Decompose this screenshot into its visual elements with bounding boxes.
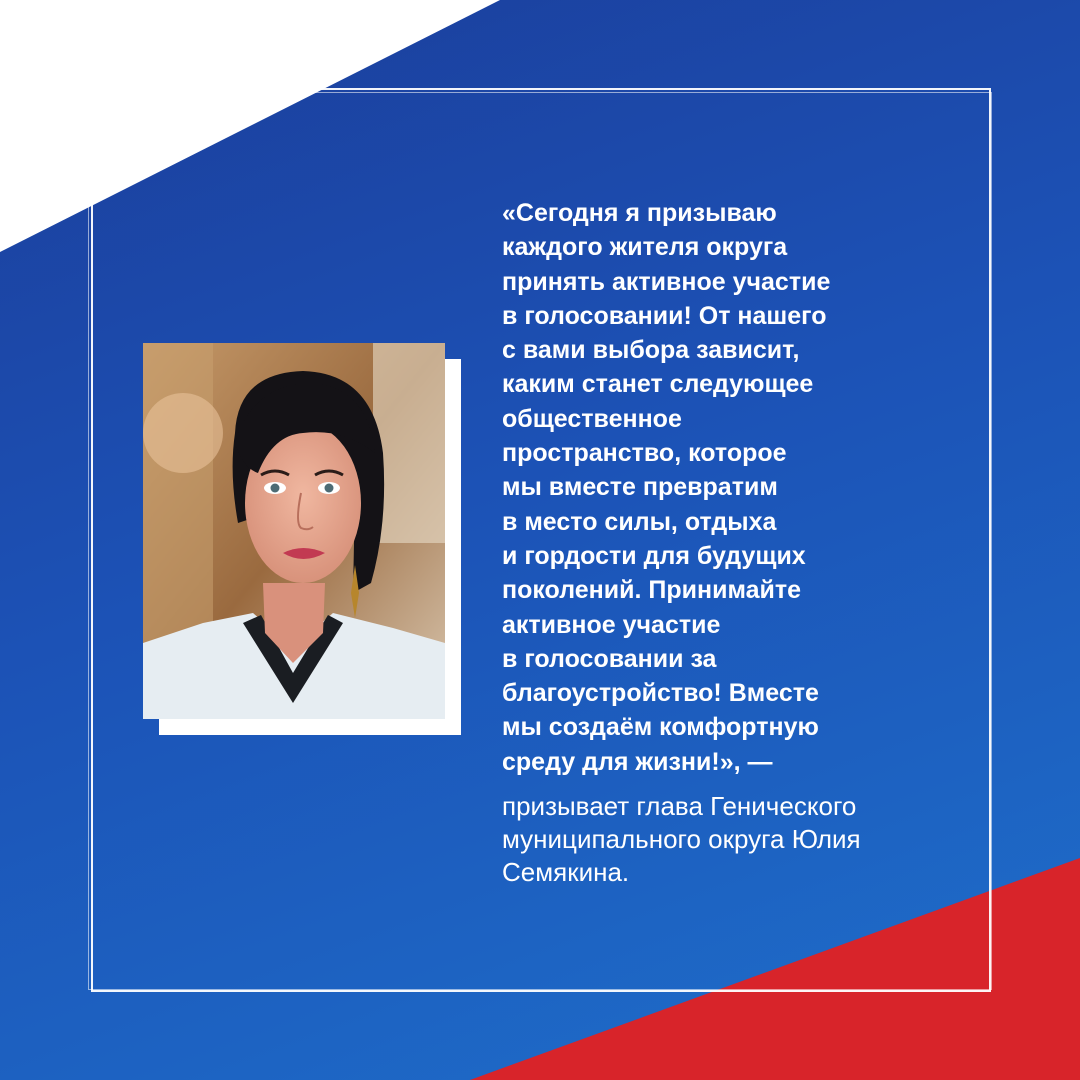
quote-line: среду для жизни!», — — [502, 747, 773, 776]
quote-line: активное участие — [502, 610, 721, 639]
attribution-text — [502, 790, 972, 889]
portrait-card — [143, 343, 445, 719]
attribution-line: Семякина. — [502, 857, 630, 887]
quote-line: каким станет следующее — [502, 370, 814, 399]
quote-line: в место силы, отдыха — [502, 507, 777, 536]
quote-line: «Сегодня я призываю — [502, 199, 777, 227]
quote-line: мы создаём комфортную — [502, 713, 819, 742]
quote-line: принять активное участие — [502, 267, 831, 296]
quote-line: в голосовании за — [502, 644, 717, 673]
attribution-line: муниципального округа Юлия — [502, 824, 861, 854]
quote-line: каждого жителя округа — [502, 233, 788, 262]
quote-line: поколений. Принимайте — [502, 576, 802, 605]
quote-text — [502, 196, 942, 779]
quote-line: и гордости для будущих — [502, 541, 806, 570]
quote-line: в голосовании! От нашего — [502, 301, 827, 330]
quote-line: благоустройство! Вместе — [502, 679, 819, 708]
quote-line: с вами выбора зависит, — [502, 336, 800, 365]
portrait-illustration — [143, 343, 445, 719]
quote-line: общественное — [502, 404, 682, 433]
quote-line: мы вместе превратим — [502, 473, 778, 502]
attribution-line: призывает глава Генического — [502, 791, 857, 821]
quote-line: пространство, которое — [502, 439, 787, 468]
portrait-photo — [143, 343, 445, 719]
